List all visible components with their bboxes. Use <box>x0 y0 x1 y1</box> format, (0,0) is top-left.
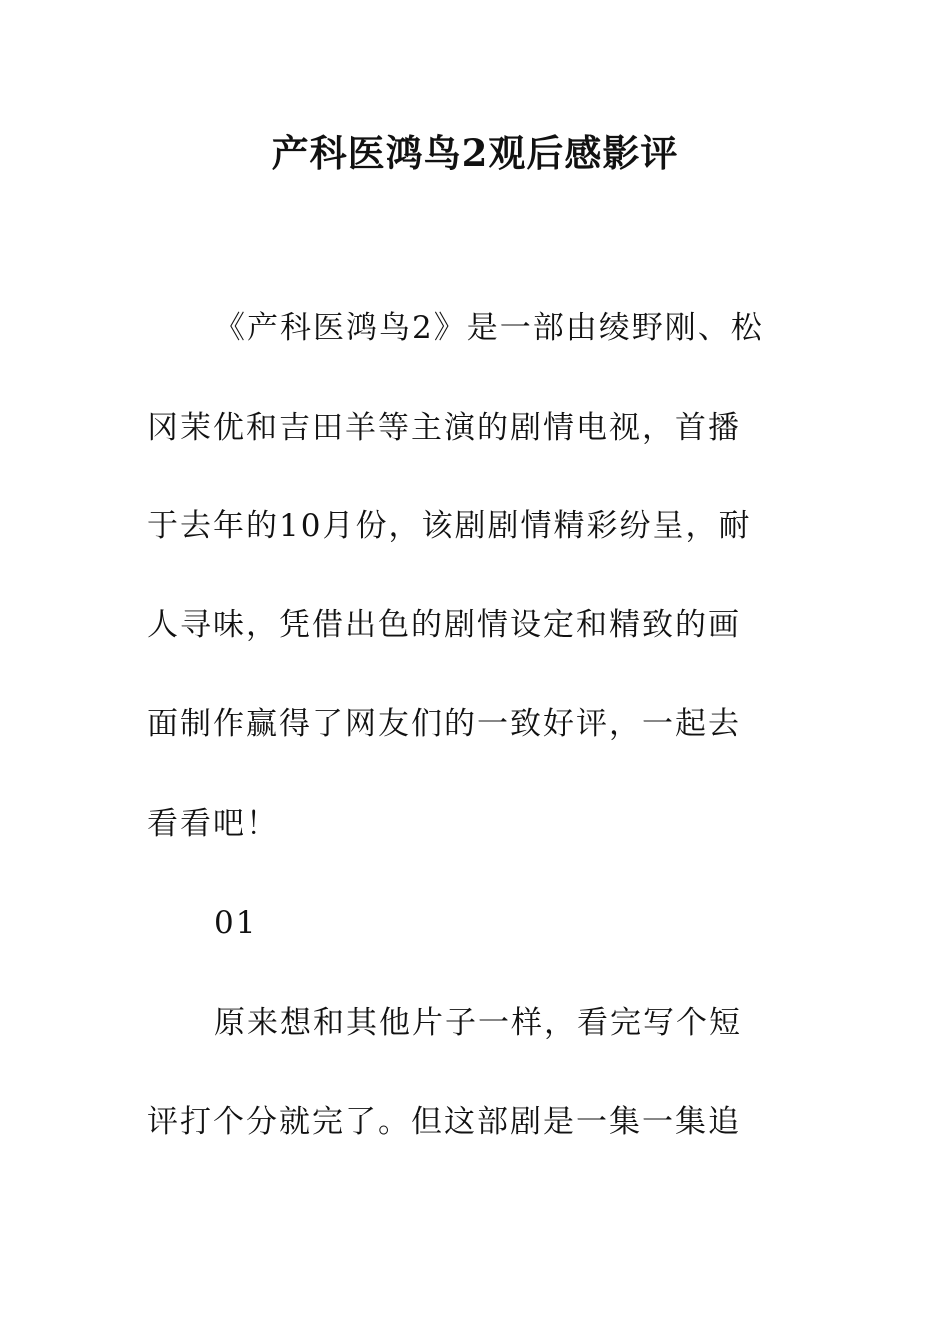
paragraph-line: 面制作赢得了网友们的一致好评，一起去 <box>147 706 741 742</box>
section-number: 01 <box>214 905 258 941</box>
paragraph-line: 冈茉优和吉田羊等主演的剧情电视，首播 <box>147 410 741 446</box>
paragraph-line: 原来想和其他片子一样，看完写个短 <box>214 1005 742 1041</box>
paragraph-line: 于去年的10月份，该剧剧情精彩纷呈，耐 <box>147 508 752 544</box>
paragraph-line: 《产科医鸿鸟2》是一部由绫野刚、松 <box>214 310 764 346</box>
paragraph-line: 人寻味，凭借出色的剧情设定和精致的画 <box>147 607 741 643</box>
paragraph-line: 评打个分就完了。但这部剧是一集一集追 <box>147 1104 741 1140</box>
paragraph-line: 看看吧！ <box>147 806 279 842</box>
document-title: 产科医鸿鸟2观后感影评 <box>271 131 679 175</box>
